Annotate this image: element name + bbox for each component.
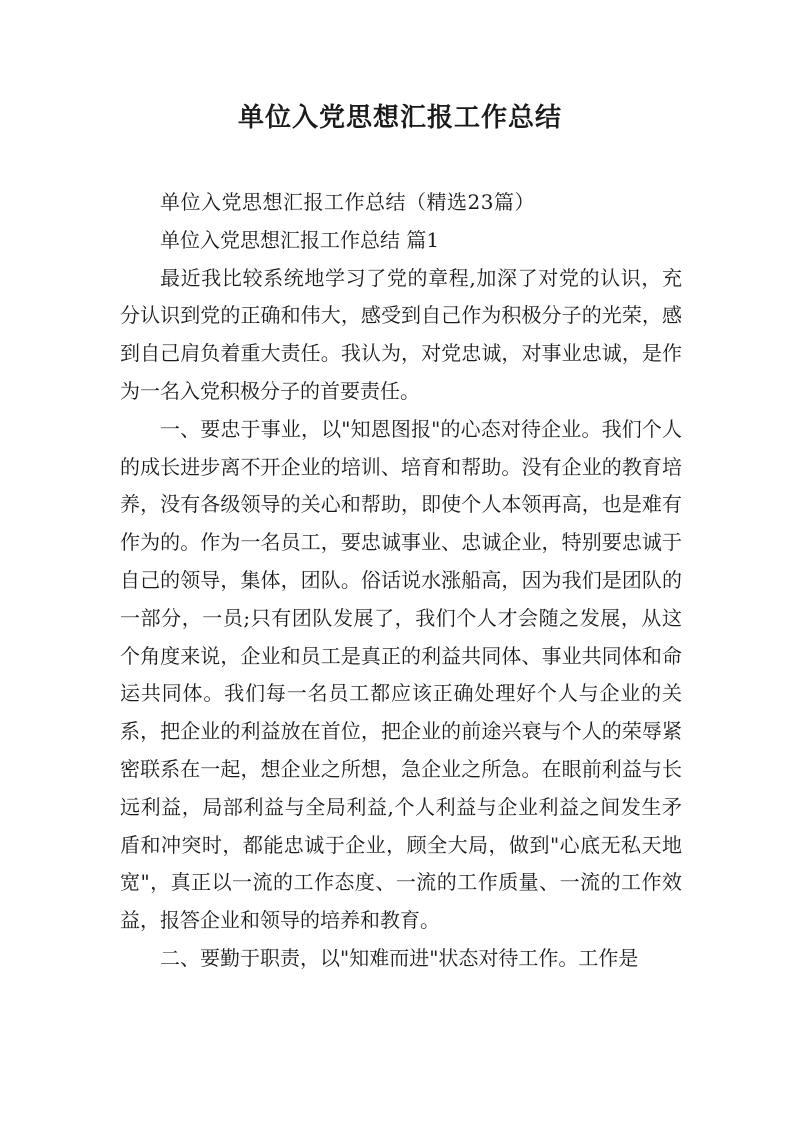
section-heading: 单位入党思想汇报工作总结 篇1 — [160, 227, 440, 252]
paragraph-point-one: 一、要忠于事业，以"知恩图报"的心态对待企业。我们个人的成长进步离不开企业的培训、培育和帮助。没有企业的教育培养，没有各级领导的关心和帮助，即使个人本领再高，也是难有作为的。作为一名员工，要忠诚事业、忠诚企业，特别要忠诚于自己的领导，集体，团队。俗话说水涨船高，因为我们是团队的一部分，一员;只有团队发展了，我们个人才会随之发展，从这个角度来说，企业和员工是真正的利益共同体、事业共同体和命运共同体。我们每一名员工都应该正确处理好个人与企业的关系，把企业的利益放在首位，把企业的前途兴衰与个人的荣辱紧密联系在一起，想企业之所想，急企业之所急。在眼前利益与长远利益，局部利益与全局利益,个人利益与企业利益之间发生矛盾和冲突时，都能忠诚于企业，顾全大局，做到"心底无私天地宽"，真正以一流的工作态度、一流的工作质量、一流的工作效益，报答企业和领导的培养和教育。 — [120, 416, 682, 933]
paragraph-point-two: 二、要勤于职责，以"知难而进"状态对待工作。工作是 — [160, 945, 639, 970]
paragraph-intro: 最近我比较系统地学习了党的章程,加深了对党的认识，充分认识到党的正确和伟大，感受到自己作为积极分子的光荣，感到自己肩负着重大责任。我认为，对党忠诚，对事业忠诚，是作为一名入党积极分子的首要责任。 — [120, 265, 682, 403]
document-body — [120, 184, 682, 978]
document-title: 单位入党思想汇报工作总结 — [237, 103, 562, 133]
document-subtitle: 单位入党思想汇报工作总结（精选23篇） — [160, 190, 535, 214]
